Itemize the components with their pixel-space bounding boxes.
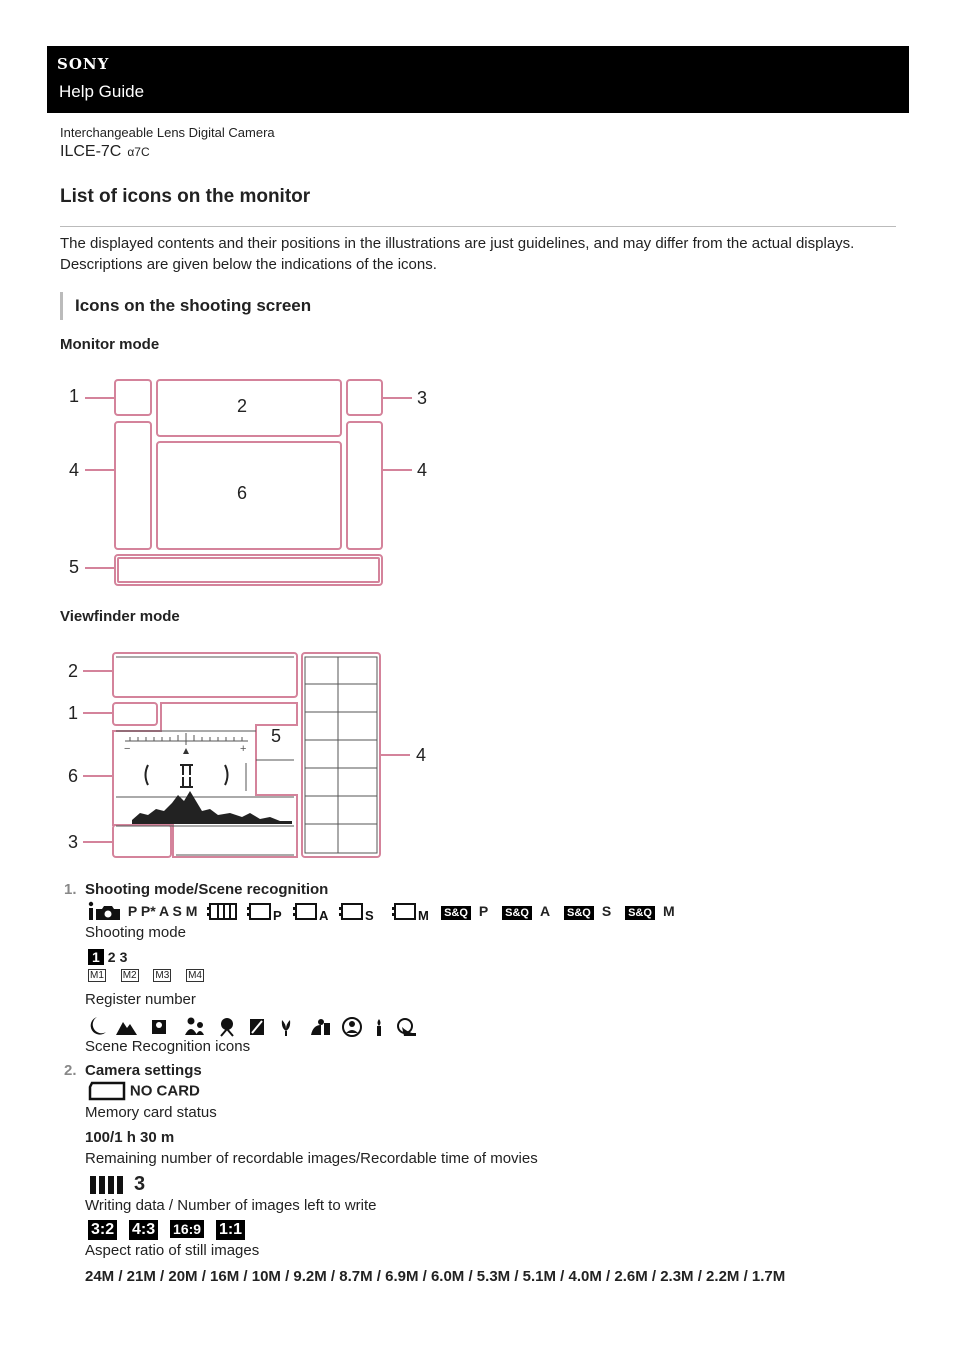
memory-m4-icon: M4 [188,970,202,981]
landscape-icon [116,1022,137,1035]
low-light-icon [377,1019,381,1036]
no-card-text: NO CARD [129,1082,200,1100]
svg-text:A: A [319,908,329,922]
model-alt: α7C [127,145,150,159]
viewfinder-area-2 [113,653,297,697]
aspect-ratio-icons [88,1220,253,1240]
section-title: Icons on the shooting screen [75,296,312,315]
monitor-area-1 [115,380,151,415]
scene-recognition-desc: Scene Recognition icons [85,1038,251,1055]
sq-mode-icons: S&Q P S&Q A S&Q S S&Q M [441,903,675,919]
sq-a-icon: S&Q [502,906,532,920]
shooting-mode-icons [88,900,675,926]
backlight-portrait-icon [318,1019,324,1025]
register-3-icon: 3 [119,949,128,965]
monitor-area-6 [157,442,341,549]
monitor-label-4-right: 4 [417,460,428,480]
movie-mode-icons [207,900,387,922]
pasm-mode-text: P P* A S M [127,903,198,919]
intelligent-auto-icon [88,900,124,922]
svg-text:+: + [240,743,247,755]
viewfinder-label-3: 3 [68,832,79,852]
item-title-camera-settings: Camera settings [85,1062,202,1079]
sq-m-icon: S&Q [625,906,655,920]
svg-text:P: P [273,908,282,922]
movie-m-icon [391,900,437,922]
sq-s-icon: S&Q [564,906,594,920]
register-number-desc: Register number [85,991,196,1008]
monitor-label-3: 3 [417,388,428,408]
intro-text: The displayed contents and their positions in the illustrations are just guidelines, and may differ from the actual displays. Descriptions are given below the indications of the icons. [60,235,855,273]
writing-data-row [88,1173,145,1196]
page-header [47,46,909,113]
memory-card-status-row [88,1081,200,1101]
monitor-mode-heading: Monitor mode [60,336,160,353]
section-bar [60,292,63,320]
viewfinder-area-6 [113,703,297,857]
memory-m1-icon: M1 [90,970,104,981]
viewfinder-label-5: 5 [271,726,282,746]
writing-count: 3 [134,1173,146,1195]
item-title-shooting-mode: Shooting mode/Scene recognition [85,881,329,898]
portrait-icon [188,1018,195,1025]
monitor-label-2: 2 [237,396,248,416]
aspect-ratio-desc: Aspect ratio of still images [85,1242,260,1259]
remaining-value: 100/1 h 30 m [85,1129,175,1146]
svg-text:−: − [124,743,131,755]
monitor-label-1: 1 [69,386,80,406]
svg-text:M: M [418,908,430,922]
writing-data-desc: Writing data / Number of images left to write [85,1197,377,1214]
aspect-3-2-icon: 3:2 [88,1220,117,1240]
viewfinder-label-6: 6 [68,766,79,786]
monitor-area-5 [115,555,382,585]
viewfinder-label-1: 1 [68,703,79,723]
tripod-icon [221,1018,233,1030]
viewfinder-area-3 [113,825,171,857]
viewfinder-area-1 [113,703,157,725]
list-number-1: 1. [64,881,77,898]
memory-recall-icons [88,970,204,981]
aspect-16-9-icon: 16:9 [170,1220,204,1238]
sony-logo: SONY [57,55,110,73]
title-divider [60,226,896,227]
memory-m2-icon: M2 [122,970,137,981]
writing-data-icon [88,1174,134,1196]
sq-p-icon: S&Q [441,906,471,920]
monitor-label-5: 5 [69,557,80,577]
scene-recognition-icons [88,1015,428,1037]
svg-text:S: S [365,908,374,922]
list-number-2: 2. [64,1062,77,1079]
night-scene-icon [91,1017,106,1035]
monitor-area-4-left [115,422,151,549]
page-title: List of icons on the monitor [60,186,311,207]
memory-m3-icon: M3 [155,970,170,981]
monitor-mode-diagram [60,370,440,592]
monitor-area-4-right [347,422,382,549]
viewfinder-label-2: 2 [68,661,79,681]
aspect-4-3-icon: 4:3 [129,1220,158,1240]
monitor-area-2 [157,380,341,436]
macro-icon [282,1020,290,1036]
viewfinder-mode-heading: Viewfinder mode [60,608,180,625]
register-1-icon: 1 [88,949,104,965]
aspect-1-1-icon: 1:1 [216,1220,245,1240]
monitor-label-4-left: 4 [69,460,80,480]
viewfinder-mode-diagram [60,645,440,865]
monitor-label-6: 6 [237,483,248,503]
product-name: Interchangeable Lens Digital Camera [60,125,275,140]
monitor-area-3 [347,380,382,415]
help-guide-link[interactable]: Help Guide [59,82,145,101]
image-sizes-line: 24M / 21M / 20M / 16M / 10M / 9.2M / 8.7M / 6.9M / 6.0M / 5.3M / 5.1M / 4.0M / 2.6M / 2.3M / 2.2M / 1.7M [85,1268,786,1285]
product-model: ILCE-7C α7C [60,143,150,160]
remaining-desc: Remaining number of recordable images/Recordable time of movies [85,1150,538,1167]
memory-card-icon [88,1081,126,1101]
register-number-icons [88,949,127,965]
shooting-mode-desc: Shooting mode [85,924,186,941]
register-2-icon: 2 [107,949,116,965]
memory-card-status-desc: Memory card status [85,1104,217,1121]
viewfinder-label-4: 4 [416,745,427,765]
